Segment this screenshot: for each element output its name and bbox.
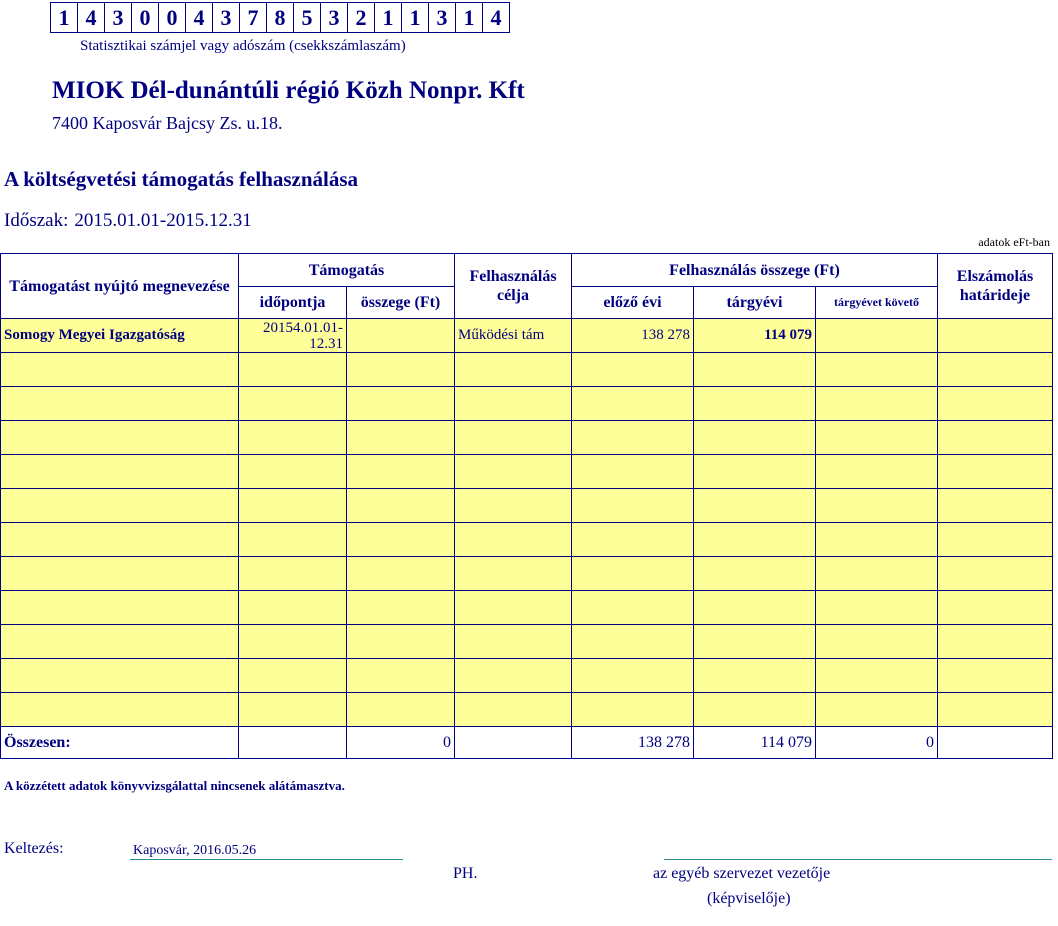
cell-purpose (455, 455, 572, 489)
total-purpose (455, 727, 572, 759)
cell-support-amount (347, 523, 455, 557)
unit-note: adatok eFt-ban (978, 235, 1050, 249)
cell-next-year (816, 319, 938, 353)
cell-current-year (694, 353, 816, 387)
cell-deadline (938, 693, 1053, 727)
cell-deadline (938, 387, 1053, 421)
cell-next-year (816, 659, 938, 693)
cell-prev-year (572, 489, 694, 523)
table-row (1, 353, 1053, 387)
header-deadline: Elszámolás határideje (938, 254, 1053, 319)
cell-current-year (694, 591, 816, 625)
tax-digit: 1 (375, 3, 402, 32)
period-value: 2015.01.01-2015.12.31 (74, 210, 252, 231)
cell-current-year (694, 557, 816, 591)
tax-digit: 1 (402, 3, 429, 32)
total-deadline (938, 727, 1053, 759)
cell-support-date (239, 591, 347, 625)
cell-current-year (694, 387, 816, 421)
tax-digit: 1 (456, 3, 483, 32)
cell-support-date (239, 523, 347, 557)
cell-prev-year (572, 693, 694, 727)
cell-support-date: 20154.01.01-12.31 (239, 319, 347, 353)
cell-deadline (938, 557, 1053, 591)
cell-current-year (694, 693, 816, 727)
cell-provider (1, 489, 239, 523)
cell-deadline (938, 625, 1053, 659)
organization-address: 7400 Kaposvár Bajcsy Zs. u.18. (52, 113, 283, 133)
organization-name: MIOK Dél-dunántúli régió Közh Nonpr. Kft (52, 77, 525, 104)
cell-next-year (816, 421, 938, 455)
total-date (239, 727, 347, 759)
header-prev-year: előző évi (572, 287, 694, 319)
cell-next-year (816, 557, 938, 591)
cell-deadline (938, 489, 1053, 523)
cell-prev-year (572, 659, 694, 693)
cell-prev-year (572, 387, 694, 421)
stamp-label: PH. (453, 865, 478, 882)
table-row (1, 591, 1053, 625)
cell-current-year (694, 421, 816, 455)
tax-digit: 3 (429, 3, 456, 32)
cell-purpose (455, 489, 572, 523)
cell-prev-year (572, 557, 694, 591)
table-row (1, 523, 1053, 557)
cell-provider (1, 387, 239, 421)
cell-support-date (239, 455, 347, 489)
tax-digit: 3 (213, 3, 240, 32)
cell-support-date (239, 659, 347, 693)
table-row (1, 387, 1053, 421)
audit-note: A közzétett adatok könyvvizsgálattal nincsenek alátámasztva. (4, 778, 345, 793)
total-current-year: 114 079 (694, 727, 816, 759)
cell-next-year (816, 693, 938, 727)
tax-digit: 4 (78, 3, 105, 32)
cell-next-year (816, 591, 938, 625)
cell-support-amount (347, 387, 455, 421)
cell-purpose (455, 353, 572, 387)
cell-deadline (938, 353, 1053, 387)
cell-current-year: 114 079 (694, 319, 816, 353)
tax-digit: 7 (240, 3, 267, 32)
tax-digit: 4 (186, 3, 213, 32)
tax-digit: 4 (490, 5, 502, 30)
table-row (1, 319, 1053, 353)
cell-current-year (694, 659, 816, 693)
cell-support-date (239, 421, 347, 455)
cell-support-amount (347, 659, 455, 693)
cell-purpose (455, 557, 572, 591)
header-next-year: tárgyévet követő (816, 287, 938, 319)
header-current-year: tárgyévi (694, 287, 816, 319)
cell-support-amount (347, 591, 455, 625)
signature-line (664, 859, 1052, 860)
total-row (1, 727, 1053, 759)
tax-digit: 2 (348, 3, 375, 32)
date-label: Keltezés: (4, 840, 64, 857)
signer-title: az egyéb szervezet vezetője (653, 865, 831, 882)
total-prev-year: 138 278 (572, 727, 694, 759)
cell-next-year (816, 625, 938, 659)
period-label: Időszak: (4, 210, 69, 231)
table-row (1, 455, 1053, 489)
cell-support-amount (347, 625, 455, 659)
signer-subtitle: (képviselője) (707, 890, 791, 907)
cell-provider (1, 625, 239, 659)
cell-prev-year: 138 278 (572, 319, 694, 353)
cell-next-year (816, 523, 938, 557)
cell-purpose (455, 625, 572, 659)
cell-provider (1, 523, 239, 557)
cell-support-date (239, 557, 347, 591)
cell-provider (1, 659, 239, 693)
period (4, 210, 252, 232)
cell-purpose (455, 659, 572, 693)
cell-deadline (938, 319, 1053, 353)
cell-support-amount (347, 557, 455, 591)
tax-digit: 0 (132, 3, 159, 32)
header-purpose: Felhasználás célja (455, 254, 572, 319)
tax-digit: 3 (321, 3, 348, 32)
cell-provider: Somogy Megyei Igazgatóság (1, 319, 239, 353)
cell-support-date (239, 625, 347, 659)
cell-prev-year (572, 421, 694, 455)
cell-current-year (694, 489, 816, 523)
cell-provider (1, 353, 239, 387)
total-label: Összesen: (1, 727, 239, 759)
tax-digit: 0 (159, 3, 186, 32)
total-next-year: 0 (816, 727, 938, 759)
cell-deadline (938, 591, 1053, 625)
page-title: A költségvetési támogatás felhasználása (4, 167, 359, 191)
table-row (1, 489, 1053, 523)
cell-support-amount (347, 489, 455, 523)
header-provider: Támogatást nyújtó megnevezése (1, 254, 239, 319)
table-row (1, 659, 1053, 693)
cell-provider (1, 455, 239, 489)
cell-next-year (816, 489, 938, 523)
cell-support-date (239, 353, 347, 387)
cell-provider (1, 693, 239, 727)
cell-deadline (938, 455, 1053, 489)
cell-support-amount (347, 353, 455, 387)
cell-support-date (239, 387, 347, 421)
cell-purpose (455, 523, 572, 557)
table-row (1, 693, 1053, 727)
cell-next-year (816, 387, 938, 421)
cell-prev-year (572, 523, 694, 557)
table-row (1, 557, 1053, 591)
cell-support-date (239, 693, 347, 727)
cell-support-amount (347, 693, 455, 727)
date-value: Kaposvár, 2016.05.26 (130, 842, 403, 860)
tax-digit: 5 (294, 3, 321, 32)
cell-next-year (816, 455, 938, 489)
cell-current-year (694, 625, 816, 659)
cell-purpose (455, 693, 572, 727)
cell-prev-year (572, 455, 694, 489)
cell-deadline (938, 421, 1053, 455)
cell-purpose (455, 421, 572, 455)
cell-next-year (816, 353, 938, 387)
cell-support-amount (347, 421, 455, 455)
cell-purpose (455, 591, 572, 625)
header-usage-amount: Felhasználás összege (Ft) (572, 254, 938, 287)
tax-digit: 3 (105, 3, 132, 32)
table-row (1, 421, 1053, 455)
cell-support-date (239, 489, 347, 523)
cell-deadline (938, 523, 1053, 557)
cell-support-amount (347, 319, 455, 353)
tax-digit: 8 (267, 3, 294, 32)
total-amount: 0 (347, 727, 455, 759)
cell-provider (1, 591, 239, 625)
cell-purpose (455, 387, 572, 421)
cell-prev-year (572, 591, 694, 625)
cell-prev-year (572, 625, 694, 659)
header-support-amount: összege (Ft) (347, 287, 455, 319)
cell-purpose: Működési tám (455, 319, 572, 353)
cell-provider (1, 421, 239, 455)
tax-digit: 1 (51, 3, 78, 32)
tax-number-caption: Statisztikai számjel vagy adószám (csekkszámlaszám) (80, 38, 406, 54)
cell-current-year (694, 523, 816, 557)
header-support-date: időpontja (239, 287, 347, 319)
cell-prev-year (572, 353, 694, 387)
support-table (0, 253, 1053, 759)
cell-support-amount (347, 455, 455, 489)
table-row (1, 625, 1053, 659)
cell-deadline (938, 659, 1053, 693)
header-support: Támogatás (239, 254, 455, 287)
cell-current-year (694, 455, 816, 489)
tax-number-boxes (50, 2, 510, 33)
cell-provider (1, 557, 239, 591)
